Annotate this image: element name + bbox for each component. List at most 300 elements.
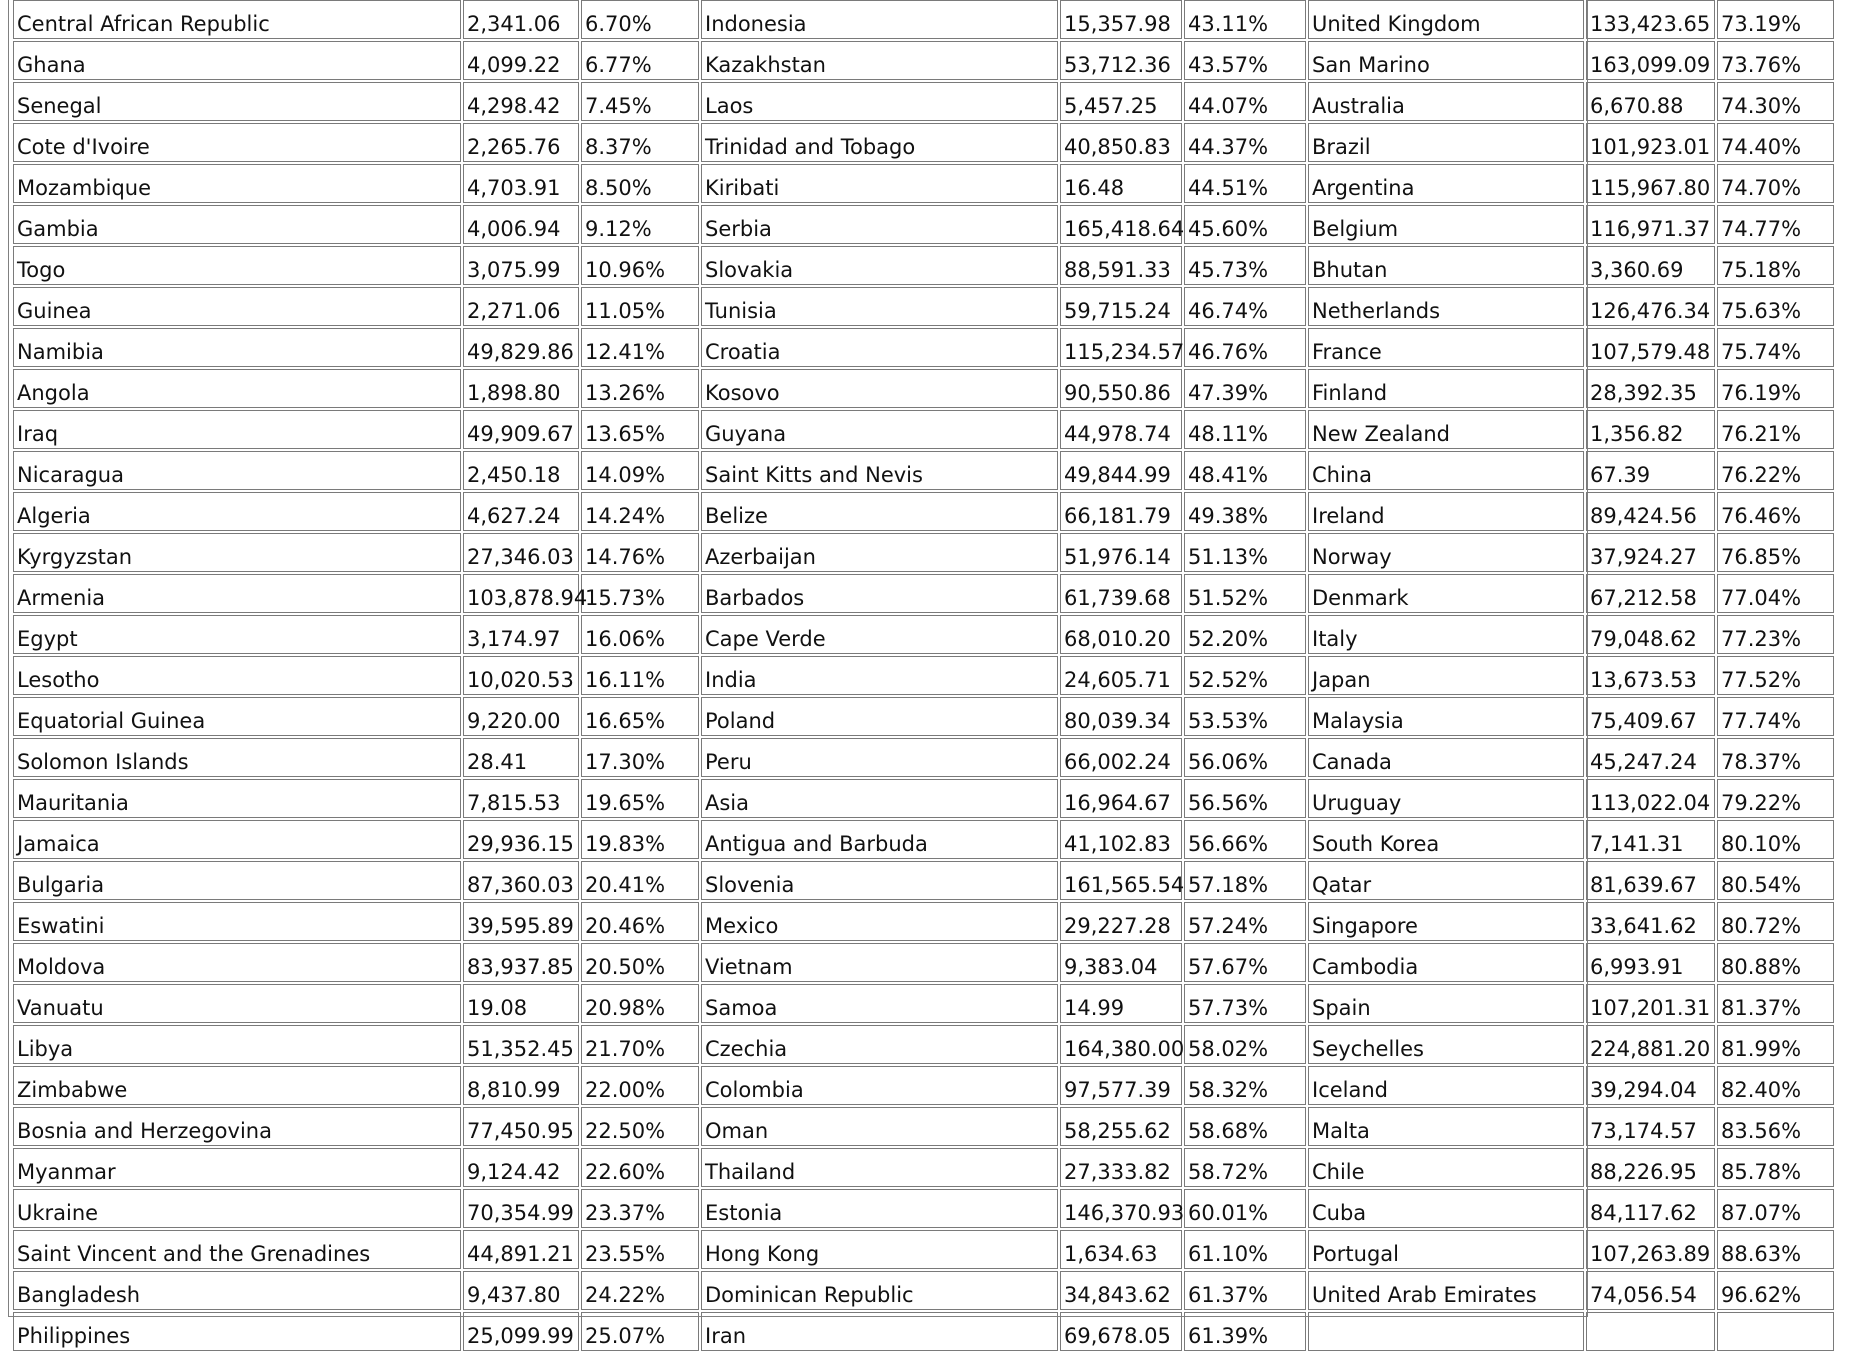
- percent-cell: 85.78%: [1717, 1148, 1834, 1187]
- percent-cell: 76.19%: [1717, 369, 1834, 408]
- value-cell: 66,181.79: [1060, 492, 1182, 531]
- percent-cell: 58.02%: [1184, 1025, 1306, 1064]
- country-cell: Vietnam: [701, 943, 1058, 982]
- value-cell: 2,341.06: [463, 0, 579, 39]
- value-cell: 107,263.89: [1586, 1230, 1715, 1269]
- country-cell: Asia: [701, 779, 1058, 818]
- value-cell: 49,844.99: [1060, 451, 1182, 490]
- country-cell: Ireland: [1308, 492, 1584, 531]
- table-row: [13, 369, 1834, 408]
- table-row: [13, 1148, 1834, 1187]
- country-cell: Zimbabwe: [13, 1066, 461, 1105]
- value-cell: 41,102.83: [1060, 820, 1182, 859]
- value-cell: 53,712.36: [1060, 41, 1182, 80]
- value-cell: 28.41: [463, 738, 579, 777]
- country-cell: Mexico: [701, 902, 1058, 941]
- country-cell: Ukraine: [13, 1189, 461, 1228]
- table-row: [13, 328, 1834, 367]
- percent-cell: 14.24%: [581, 492, 699, 531]
- percent-cell: 21.70%: [581, 1025, 699, 1064]
- table-row: [13, 287, 1834, 326]
- percent-cell: 56.66%: [1184, 820, 1306, 859]
- table-row: [13, 1066, 1834, 1105]
- country-cell: Ghana: [13, 41, 461, 80]
- value-cell: 4,627.24: [463, 492, 579, 531]
- table-row: [13, 738, 1834, 777]
- country-cell: Angola: [13, 369, 461, 408]
- percent-cell: 57.24%: [1184, 902, 1306, 941]
- value-cell: 9,220.00: [463, 697, 579, 736]
- percent-cell: 13.26%: [581, 369, 699, 408]
- percent-cell: 20.46%: [581, 902, 699, 941]
- value-cell: 146,370.93: [1060, 1189, 1182, 1228]
- country-cell: Guyana: [701, 410, 1058, 449]
- value-cell: 66,002.24: [1060, 738, 1182, 777]
- value-cell: 1,634.63: [1060, 1230, 1182, 1269]
- value-cell: 79,048.62: [1586, 615, 1715, 654]
- country-cell: Jamaica: [13, 820, 461, 859]
- country-cell: Slovenia: [701, 861, 1058, 900]
- value-cell: 61,739.68: [1060, 574, 1182, 613]
- country-cell: Myanmar: [13, 1148, 461, 1187]
- country-cell: Norway: [1308, 533, 1584, 572]
- value-cell: 16.48: [1060, 164, 1182, 203]
- percent-cell: 82.40%: [1717, 1066, 1834, 1105]
- table-row: [13, 902, 1834, 941]
- percent-cell: [1717, 1312, 1834, 1351]
- table-row: [13, 1312, 1834, 1351]
- percent-cell: 15.73%: [581, 574, 699, 613]
- value-cell: 29,936.15: [463, 820, 579, 859]
- country-cell: Slovakia: [701, 246, 1058, 285]
- table-row: [13, 1271, 1834, 1310]
- value-cell: 9,383.04: [1060, 943, 1182, 982]
- percent-cell: 14.09%: [581, 451, 699, 490]
- country-cell: Brazil: [1308, 123, 1584, 162]
- percent-cell: 80.10%: [1717, 820, 1834, 859]
- percent-cell: 25.07%: [581, 1312, 699, 1351]
- value-cell: 3,075.99: [463, 246, 579, 285]
- percent-cell: 57.67%: [1184, 943, 1306, 982]
- percent-cell: 81.99%: [1717, 1025, 1834, 1064]
- value-cell: 89,424.56: [1586, 492, 1715, 531]
- percent-cell: 73.19%: [1717, 0, 1834, 39]
- value-cell: 69,678.05: [1060, 1312, 1182, 1351]
- percent-cell: 79.22%: [1717, 779, 1834, 818]
- percent-cell: 16.06%: [581, 615, 699, 654]
- value-cell: 4,298.42: [463, 82, 579, 121]
- value-cell: 9,124.42: [463, 1148, 579, 1187]
- country-cell: Iran: [701, 1312, 1058, 1351]
- value-cell: 163,099.09: [1586, 41, 1715, 80]
- country-cell: Argentina: [1308, 164, 1584, 203]
- country-cell: Qatar: [1308, 861, 1584, 900]
- value-cell: 58,255.62: [1060, 1107, 1182, 1146]
- percent-cell: 58.68%: [1184, 1107, 1306, 1146]
- percent-cell: 57.18%: [1184, 861, 1306, 900]
- value-cell: 107,579.48: [1586, 328, 1715, 367]
- value-cell: 51,976.14: [1060, 533, 1182, 572]
- value-cell: 4,006.94: [463, 205, 579, 244]
- country-cell: Cote d'Ivoire: [13, 123, 461, 162]
- country-cell: Solomon Islands: [13, 738, 461, 777]
- table-body: [13, 0, 1834, 1351]
- value-cell: 45,247.24: [1586, 738, 1715, 777]
- country-cell: Trinidad and Tobago: [701, 123, 1058, 162]
- country-cell: Australia: [1308, 82, 1584, 121]
- country-cell: Canada: [1308, 738, 1584, 777]
- value-cell: 97,577.39: [1060, 1066, 1182, 1105]
- country-cell: Hong Kong: [701, 1230, 1058, 1269]
- table-row: [13, 205, 1834, 244]
- value-cell: 40,850.83: [1060, 123, 1182, 162]
- value-cell: 83,937.85: [463, 943, 579, 982]
- country-cell: Czechia: [701, 1025, 1058, 1064]
- country-cell: Nicaragua: [13, 451, 461, 490]
- percent-cell: 80.88%: [1717, 943, 1834, 982]
- value-cell: 107,201.31: [1586, 984, 1715, 1023]
- value-cell: 34,843.62: [1060, 1271, 1182, 1310]
- country-cell: Indonesia: [701, 0, 1058, 39]
- table-row: [13, 656, 1834, 695]
- percent-cell: 45.73%: [1184, 246, 1306, 285]
- country-cell: Gambia: [13, 205, 461, 244]
- value-cell: 103,878.94: [463, 574, 579, 613]
- percent-cell: 61.37%: [1184, 1271, 1306, 1310]
- country-cell: Tunisia: [701, 287, 1058, 326]
- table-row: [13, 164, 1834, 203]
- percent-cell: 74.70%: [1717, 164, 1834, 203]
- table-row: [13, 779, 1834, 818]
- percent-cell: 61.10%: [1184, 1230, 1306, 1269]
- country-cell: Algeria: [13, 492, 461, 531]
- value-cell: 15,357.98: [1060, 0, 1182, 39]
- percent-cell: 96.62%: [1717, 1271, 1834, 1310]
- percent-cell: 83.56%: [1717, 1107, 1834, 1146]
- value-cell: 16,964.67: [1060, 779, 1182, 818]
- percent-cell: 88.63%: [1717, 1230, 1834, 1269]
- country-cell: Barbados: [701, 574, 1058, 613]
- country-cell: Samoa: [701, 984, 1058, 1023]
- value-cell: 7,141.31: [1586, 820, 1715, 859]
- percent-cell: 10.96%: [581, 246, 699, 285]
- country-cell: Japan: [1308, 656, 1584, 695]
- value-cell: 161,565.54: [1060, 861, 1182, 900]
- value-cell: 88,591.33: [1060, 246, 1182, 285]
- percent-cell: 6.77%: [581, 41, 699, 80]
- table-row: [13, 410, 1834, 449]
- percent-cell: 19.65%: [581, 779, 699, 818]
- value-cell: 28,392.35: [1586, 369, 1715, 408]
- table-row: [13, 574, 1834, 613]
- value-cell: 2,265.76: [463, 123, 579, 162]
- percent-cell: 77.04%: [1717, 574, 1834, 613]
- value-cell: 115,234.57: [1060, 328, 1182, 367]
- country-cell: Belgium: [1308, 205, 1584, 244]
- value-cell: 3,360.69: [1586, 246, 1715, 285]
- percent-cell: 87.07%: [1717, 1189, 1834, 1228]
- value-cell: 51,352.45: [463, 1025, 579, 1064]
- percent-cell: 52.20%: [1184, 615, 1306, 654]
- percent-cell: 47.39%: [1184, 369, 1306, 408]
- value-cell: 49,909.67: [463, 410, 579, 449]
- country-cell: Colombia: [701, 1066, 1058, 1105]
- table-row: [13, 820, 1834, 859]
- percent-cell: 73.76%: [1717, 41, 1834, 80]
- country-cell: Equatorial Guinea: [13, 697, 461, 736]
- country-cell: Poland: [701, 697, 1058, 736]
- percent-cell: 76.85%: [1717, 533, 1834, 572]
- percent-cell: 20.98%: [581, 984, 699, 1023]
- percent-cell: 51.52%: [1184, 574, 1306, 613]
- value-cell: 87,360.03: [463, 861, 579, 900]
- percent-cell: 77.23%: [1717, 615, 1834, 654]
- country-cell: Italy: [1308, 615, 1584, 654]
- country-cell: New Zealand: [1308, 410, 1584, 449]
- country-cell: Saint Vincent and the Grenadines: [13, 1230, 461, 1269]
- table-row: [13, 492, 1834, 531]
- percent-cell: 75.18%: [1717, 246, 1834, 285]
- country-cell: Vanuatu: [13, 984, 461, 1023]
- country-cell: Kazakhstan: [701, 41, 1058, 80]
- value-cell: 19.08: [463, 984, 579, 1023]
- table-row: [13, 123, 1834, 162]
- country-cell: Thailand: [701, 1148, 1058, 1187]
- percent-cell: 6.70%: [581, 0, 699, 39]
- value-cell: 84,117.62: [1586, 1189, 1715, 1228]
- percent-cell: 60.01%: [1184, 1189, 1306, 1228]
- country-cell: Mozambique: [13, 164, 461, 203]
- percent-cell: 57.73%: [1184, 984, 1306, 1023]
- country-cell: Malaysia: [1308, 697, 1584, 736]
- country-cell: Chile: [1308, 1148, 1584, 1187]
- percent-cell: 19.83%: [581, 820, 699, 859]
- country-cell: South Korea: [1308, 820, 1584, 859]
- value-cell: [1586, 1312, 1715, 1351]
- country-cell: Saint Kitts and Nevis: [701, 451, 1058, 490]
- percent-cell: 74.77%: [1717, 205, 1834, 244]
- value-cell: 39,595.89: [463, 902, 579, 941]
- percent-cell: 43.57%: [1184, 41, 1306, 80]
- value-cell: 77,450.95: [463, 1107, 579, 1146]
- percent-cell: 23.37%: [581, 1189, 699, 1228]
- percent-cell: 44.07%: [1184, 82, 1306, 121]
- percent-cell: 77.74%: [1717, 697, 1834, 736]
- country-cell: Kosovo: [701, 369, 1058, 408]
- value-cell: 49,829.86: [463, 328, 579, 367]
- percent-cell: 7.45%: [581, 82, 699, 121]
- country-cell: Cuba: [1308, 1189, 1584, 1228]
- percent-cell: 22.00%: [581, 1066, 699, 1105]
- percent-cell: 52.52%: [1184, 656, 1306, 695]
- value-cell: 27,346.03: [463, 533, 579, 572]
- country-cell: Bulgaria: [13, 861, 461, 900]
- percent-cell: 13.65%: [581, 410, 699, 449]
- value-cell: 33,641.62: [1586, 902, 1715, 941]
- table-row: [13, 1025, 1834, 1064]
- value-cell: 73,174.57: [1586, 1107, 1715, 1146]
- table-row: [13, 0, 1834, 39]
- value-cell: 2,450.18: [463, 451, 579, 490]
- percent-cell: 48.11%: [1184, 410, 1306, 449]
- value-cell: 113,022.04: [1586, 779, 1715, 818]
- value-cell: 1,356.82: [1586, 410, 1715, 449]
- percent-cell: 45.60%: [1184, 205, 1306, 244]
- percent-cell: 8.50%: [581, 164, 699, 203]
- value-cell: 4,099.22: [463, 41, 579, 80]
- table-row: [13, 246, 1834, 285]
- country-cell: Iceland: [1308, 1066, 1584, 1105]
- country-cell: Egypt: [13, 615, 461, 654]
- table-row: [13, 861, 1834, 900]
- value-cell: 9,437.80: [463, 1271, 579, 1310]
- percent-cell: 24.22%: [581, 1271, 699, 1310]
- value-cell: 133,423.65: [1586, 0, 1715, 39]
- percent-cell: 8.37%: [581, 123, 699, 162]
- table-row: [13, 615, 1834, 654]
- percent-cell: 11.05%: [581, 287, 699, 326]
- value-cell: 2,271.06: [463, 287, 579, 326]
- percent-cell: 56.56%: [1184, 779, 1306, 818]
- percent-cell: 75.63%: [1717, 287, 1834, 326]
- country-cell: Cambodia: [1308, 943, 1584, 982]
- percent-cell: 51.13%: [1184, 533, 1306, 572]
- percent-cell: 80.54%: [1717, 861, 1834, 900]
- country-cell: Oman: [701, 1107, 1058, 1146]
- country-cell: Togo: [13, 246, 461, 285]
- country-cell: Senegal: [13, 82, 461, 121]
- country-cell: Croatia: [701, 328, 1058, 367]
- country-cell: Kiribati: [701, 164, 1058, 203]
- value-cell: 101,923.01: [1586, 123, 1715, 162]
- table-row: [13, 533, 1834, 572]
- country-cell: Denmark: [1308, 574, 1584, 613]
- value-cell: 70,354.99: [463, 1189, 579, 1228]
- country-cell: Peru: [701, 738, 1058, 777]
- table-row: [13, 943, 1834, 982]
- percent-cell: 80.72%: [1717, 902, 1834, 941]
- country-cell: Cape Verde: [701, 615, 1058, 654]
- country-cell: Namibia: [13, 328, 461, 367]
- country-cell: Lesotho: [13, 656, 461, 695]
- value-cell: 5,457.25: [1060, 82, 1182, 121]
- value-cell: 67,212.58: [1586, 574, 1715, 613]
- percent-cell: 23.55%: [581, 1230, 699, 1269]
- table-row: [13, 41, 1834, 80]
- country-cell: Finland: [1308, 369, 1584, 408]
- percent-cell: 58.72%: [1184, 1148, 1306, 1187]
- country-cell: Azerbaijan: [701, 533, 1058, 572]
- percent-cell: 46.76%: [1184, 328, 1306, 367]
- country-cell: Dominican Republic: [701, 1271, 1058, 1310]
- value-cell: 44,978.74: [1060, 410, 1182, 449]
- country-cell: Philippines: [13, 1312, 461, 1351]
- country-cell: Moldova: [13, 943, 461, 982]
- country-cell: Kyrgyzstan: [13, 533, 461, 572]
- table-row: [13, 1230, 1834, 1269]
- percent-cell: 74.30%: [1717, 82, 1834, 121]
- country-cell: Antigua and Barbuda: [701, 820, 1058, 859]
- country-cell: San Marino: [1308, 41, 1584, 80]
- percent-cell: 17.30%: [581, 738, 699, 777]
- country-cell: Belize: [701, 492, 1058, 531]
- table-container: [8, 0, 1802, 1348]
- percent-cell: 81.37%: [1717, 984, 1834, 1023]
- value-cell: 3,174.97: [463, 615, 579, 654]
- country-cell: Spain: [1308, 984, 1584, 1023]
- value-cell: 68,010.20: [1060, 615, 1182, 654]
- value-cell: 90,550.86: [1060, 369, 1182, 408]
- value-cell: 116,971.37: [1586, 205, 1715, 244]
- value-cell: 39,294.04: [1586, 1066, 1715, 1105]
- percent-cell: 76.46%: [1717, 492, 1834, 531]
- percent-cell: 56.06%: [1184, 738, 1306, 777]
- percent-cell: 20.50%: [581, 943, 699, 982]
- percent-cell: 9.12%: [581, 205, 699, 244]
- country-cell: Laos: [701, 82, 1058, 121]
- data-table: [11, 0, 1836, 1353]
- percent-cell: 75.74%: [1717, 328, 1834, 367]
- value-cell: 88,226.95: [1586, 1148, 1715, 1187]
- percent-cell: 44.37%: [1184, 123, 1306, 162]
- country-cell: Libya: [13, 1025, 461, 1064]
- value-cell: 1,898.80: [463, 369, 579, 408]
- country-cell: Bhutan: [1308, 246, 1584, 285]
- percent-cell: 44.51%: [1184, 164, 1306, 203]
- table-row: [13, 451, 1834, 490]
- value-cell: 115,967.80: [1586, 164, 1715, 203]
- percent-cell: 76.21%: [1717, 410, 1834, 449]
- value-cell: 81,639.67: [1586, 861, 1715, 900]
- country-cell: Iraq: [13, 410, 461, 449]
- value-cell: 6,670.88: [1586, 82, 1715, 121]
- percent-cell: 58.32%: [1184, 1066, 1306, 1105]
- value-cell: 224,881.20: [1586, 1025, 1715, 1064]
- percent-cell: 61.39%: [1184, 1312, 1306, 1351]
- value-cell: 29,227.28: [1060, 902, 1182, 941]
- value-cell: 44,891.21: [463, 1230, 579, 1269]
- value-cell: 24,605.71: [1060, 656, 1182, 695]
- percent-cell: 22.50%: [581, 1107, 699, 1146]
- value-cell: 67.39: [1586, 451, 1715, 490]
- value-cell: 13,673.53: [1586, 656, 1715, 695]
- country-cell: Serbia: [701, 205, 1058, 244]
- table-row: [13, 82, 1834, 121]
- table-row: [13, 984, 1834, 1023]
- table-row: [13, 697, 1834, 736]
- percent-cell: 77.52%: [1717, 656, 1834, 695]
- percent-cell: 16.65%: [581, 697, 699, 736]
- country-cell: India: [701, 656, 1058, 695]
- country-cell: United Arab Emirates: [1308, 1271, 1584, 1310]
- table-row: [13, 1189, 1834, 1228]
- value-cell: 164,380.00: [1060, 1025, 1182, 1064]
- value-cell: 14.99: [1060, 984, 1182, 1023]
- percent-cell: 14.76%: [581, 533, 699, 572]
- percent-cell: 12.41%: [581, 328, 699, 367]
- value-cell: 25,099.99: [463, 1312, 579, 1351]
- value-cell: 6,993.91: [1586, 943, 1715, 982]
- value-cell: 165,418.64: [1060, 205, 1182, 244]
- country-cell: Eswatini: [13, 902, 461, 941]
- country-cell: Armenia: [13, 574, 461, 613]
- country-cell: Netherlands: [1308, 287, 1584, 326]
- country-cell: United Kingdom: [1308, 0, 1584, 39]
- percent-cell: 74.40%: [1717, 123, 1834, 162]
- value-cell: 80,039.34: [1060, 697, 1182, 736]
- percent-cell: 43.11%: [1184, 0, 1306, 39]
- value-cell: 59,715.24: [1060, 287, 1182, 326]
